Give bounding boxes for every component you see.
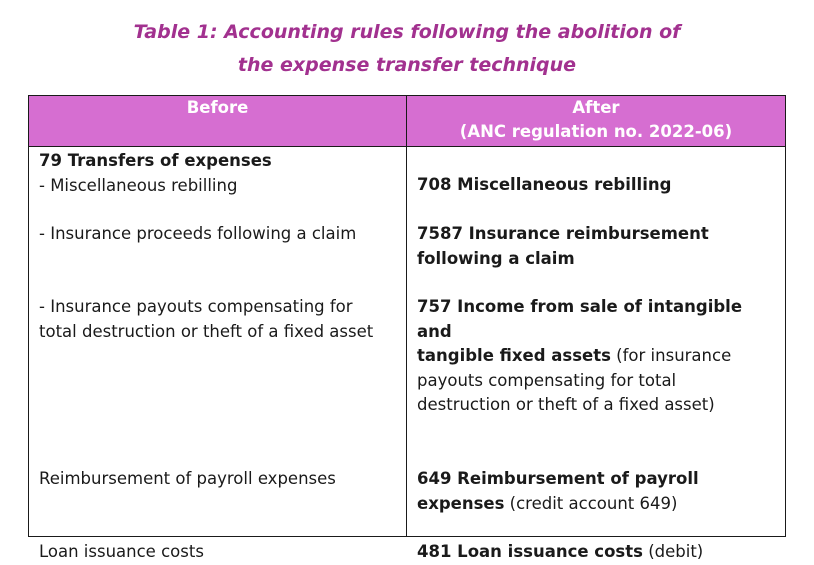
- after-payroll-bold-2: expenses: [417, 493, 505, 513]
- table-caption: [0, 16, 814, 82]
- header-after: [407, 96, 786, 147]
- before-rebilling: - Miscellaneous rebilling: [39, 175, 238, 195]
- after-income-line-2: [417, 344, 777, 369]
- after-loan-note: (debit): [642, 542, 704, 561]
- after-insurance-claim-line-1: 7587 Insurance reimbursement: [417, 224, 709, 243]
- header-before-label: Before: [186, 98, 249, 117]
- before-insurance-claim: - Insurance proceeds following a claim: [39, 224, 357, 243]
- header-before: [29, 96, 407, 147]
- after-loan-bold: 481 Loan issuance costs: [417, 542, 643, 561]
- after-payroll-line-1: 649 Reimbursement of payroll: [417, 469, 699, 488]
- after-rebilling: 708 Miscellaneous rebilling: [417, 175, 672, 194]
- after-payroll: [417, 467, 777, 516]
- after-income-from-sale: [417, 295, 777, 418]
- header-after-label: After: [572, 98, 620, 117]
- before-transfers-block: [39, 149, 398, 198]
- after-insurance-claim: [417, 222, 777, 271]
- before-insurance-payouts: [39, 295, 398, 344]
- before-column: [29, 147, 407, 561]
- after-income-line-3: payouts compensating for total: [417, 370, 677, 390]
- after-insurance-claim-line-2: following a claim: [417, 248, 575, 268]
- after-income-note-1: (for insurance: [610, 346, 732, 365]
- table-body-row: [29, 147, 786, 537]
- after-payroll-line-2: [417, 492, 777, 517]
- caption-line-1: Table 1: Accounting rules following the abolition of: [133, 21, 681, 43]
- header-after-regulation: (ANC regulation no. 2022-06): [459, 122, 733, 141]
- after-loan: [417, 540, 777, 565]
- before-insurance-payouts-line-1: - Insurance payouts compensating for: [39, 297, 353, 316]
- after-income-bold-2: tangible fixed assets: [417, 346, 611, 365]
- after-column: [407, 147, 786, 561]
- after-income-line-1: 757 Income from sale of intangible and: [417, 297, 743, 341]
- after-payroll-note: (credit account 649): [504, 493, 678, 513]
- accounting-rules-table: [28, 95, 786, 561]
- before-loan: Loan issuance costs: [39, 542, 204, 561]
- caption-line-2: the expense transfer technique: [237, 54, 577, 76]
- table-header-row: [29, 96, 786, 147]
- before-payroll: Reimbursement of payroll expenses: [39, 469, 336, 488]
- before-heading: 79 Transfers of expenses: [39, 151, 272, 170]
- before-insurance-payouts-line-2: total destruction or theft of a fixed asset: [39, 321, 374, 341]
- after-income-line-4: destruction or theft of a fixed asset): [417, 395, 715, 414]
